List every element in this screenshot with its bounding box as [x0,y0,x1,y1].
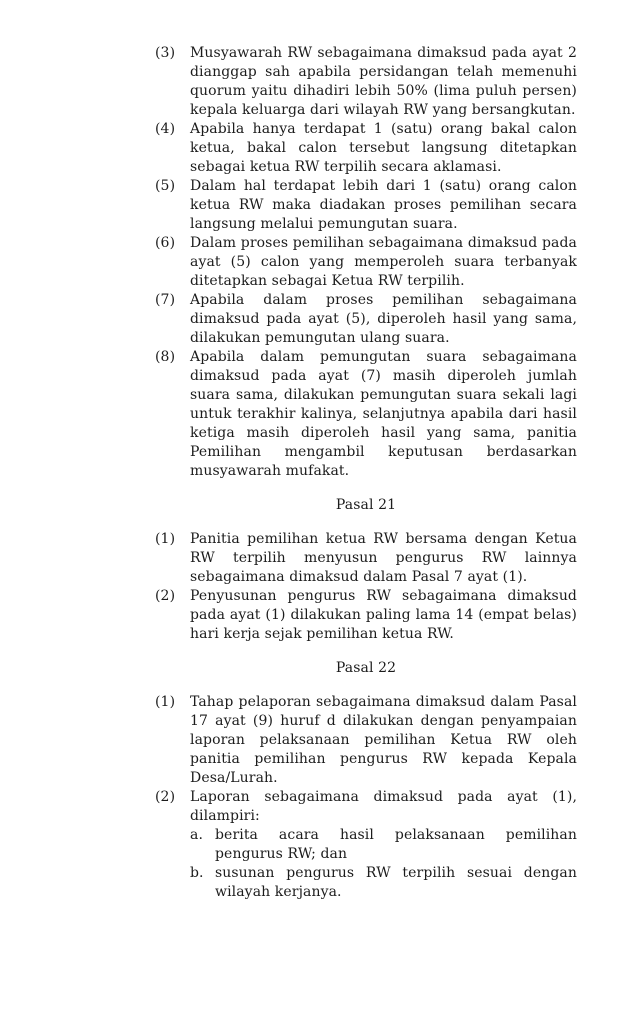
clause-text: Apabila dalam pemungutan suara sebagaimana dimaksud pada ayat (7) masih diperoleh jumlah suara sama, dilakukan pemungutan suara sekali lagi untuk terakhir kalinya, selanjutnya apabila dari hasil ketiga masih diperoleh hasil yang sama, panitia Pemilihan mengambil keputusan berdasarkan musyawarah mufakat. [190,349,577,479]
clause-number: (8) [155,349,176,365]
sub-clause-item [190,826,577,864]
clause-number: (2) [155,789,176,805]
clause-item [155,693,577,788]
sub-clause-text: susunan pengurus RW terpilih sesuai dengan wilayah kerjanya. [215,865,577,900]
clause-item [155,348,577,481]
clause-number: (3) [155,45,176,61]
clause-number: (4) [155,121,176,137]
sub-clause-letter: a. [190,827,203,843]
clause-number: (5) [155,178,176,194]
pasal-heading: Pasal 21 [335,497,397,513]
clause-text: Musyawarah RW sebagaimana dimaksud pada ayat 2 dianggap sah apabila persidangan telah memenuhi quorum yaitu dihadiri lebih 50% (lima puluh persen) kepala keluarga dari wilayah RW yang bersangkutan. [190,45,577,118]
clause-number: (6) [155,235,176,251]
clause-number: (1) [155,531,176,547]
clause-text: Dalam proses pemilihan sebagaimana dimaksud pada ayat (5) calon yang memperoleh suara terbanyak ditetapkan sebagai Ketua RW terpilih. [190,235,577,289]
clause-number: (7) [155,292,176,308]
clause-text: Apabila dalam proses pemilihan sebagaimana dimaksud pada ayat (5), diperoleh hasil yang sama, dilakukan pemungutan ulang suara. [190,292,577,346]
sub-clause-text: berita acara hasil pelaksanaan pemilihan pengurus RW; dan [215,827,577,862]
clause-number: (2) [155,588,176,604]
clause-item [155,177,577,234]
sub-clause-item [190,864,577,902]
clause-text: Laporan sebagaimana dimaksud pada ayat (1), dilampiri: [190,789,577,824]
clause-item [155,291,577,348]
clause-item [155,234,577,291]
clause-number: (1) [155,694,176,710]
clause-text: Tahap pelaporan sebagaimana dimaksud dalam Pasal 17 ayat (9) huruf d dilakukan dengan penyampaian laporan pelaksanaan pemilihan Ketua RW oleh panitia pemilihan pengurus RW kepada Kepala Desa/Lurah. [190,694,577,786]
sub-clause-letter: b. [190,865,204,881]
clause-item [155,587,577,644]
clause-item [155,120,577,177]
pasal-heading: Pasal 22 [335,660,397,676]
clause-item [155,44,577,120]
clause-text: Dalam hal terdapat lebih dari 1 (satu) orang calon ketua RW maka diadakan proses pemilihan secara langsung melalui pemungutan suara. [190,178,577,232]
clause-item [155,530,577,587]
clause-text: Panitia pemilihan ketua RW bersama dengan Ketua RW terpilih menyusun pengurus RW lainnya sebagaimana dimaksud dalam Pasal 7 ayat (1). [190,531,577,585]
document-content [155,44,577,902]
clause-item [155,788,577,902]
clause-text: Apabila hanya terdapat 1 (satu) orang bakal calon ketua, bakal calon tersebut langsung ditetapkan sebagai ketua RW terpilih secara aklamasi. [190,121,577,175]
clause-text: Penyusunan pengurus RW sebagaimana dimaksud pada ayat (1) dilakukan paling lama 14 (empat belas) hari kerja sejak pemilihan ketua RW. [190,588,577,642]
